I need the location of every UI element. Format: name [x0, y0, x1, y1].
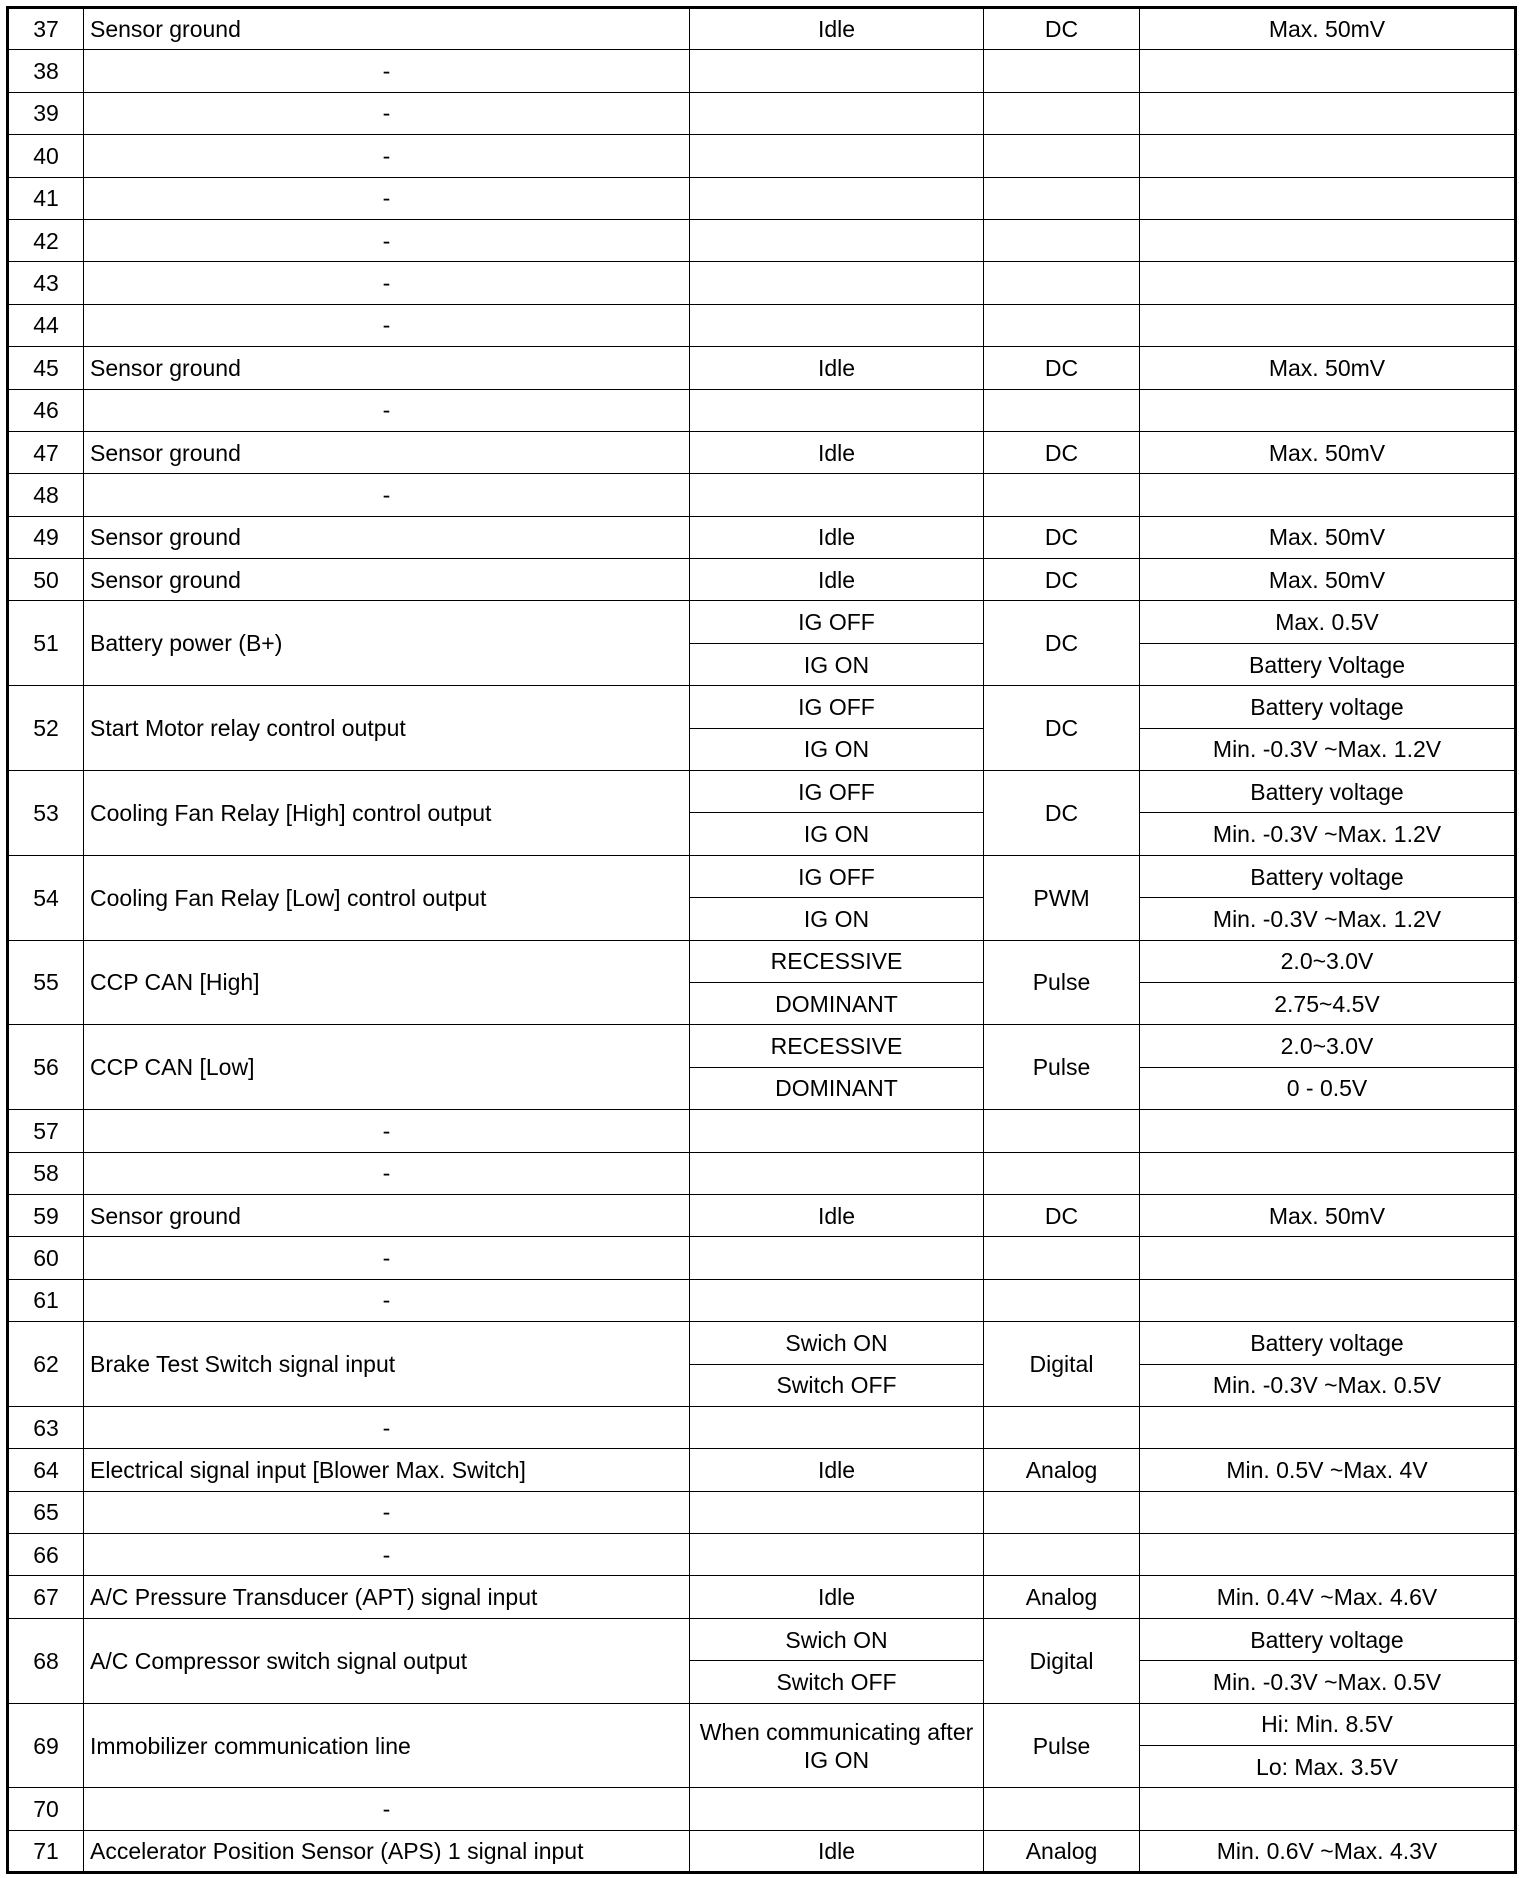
pin-signal-level: Hi: Min. 8.5V [1140, 1703, 1516, 1745]
pin-condition: IG ON [690, 643, 984, 685]
pin-signal-type [984, 304, 1140, 346]
pin-number: 44 [8, 304, 84, 346]
pin-condition: Swich ON [690, 1618, 984, 1660]
pin-signal-level: 0 - 0.5V [1140, 1067, 1516, 1109]
pin-signal-level: Min. -0.3V ~Max. 1.2V [1140, 898, 1516, 940]
table-row [8, 1279, 1516, 1321]
pin-signal-level: Max. 0.5V [1140, 601, 1516, 643]
pin-description: - [84, 1406, 690, 1448]
pin-description: A/C Pressure Transducer (APT) signal input [84, 1576, 690, 1618]
pin-signal-level [1140, 389, 1516, 431]
table-row [8, 8, 1516, 50]
pin-description: - [84, 474, 690, 516]
pin-description: - [84, 389, 690, 431]
pin-number: 43 [8, 262, 84, 304]
pin-signal-type: DC [984, 601, 1140, 686]
pin-description: - [84, 304, 690, 346]
pin-signal-type: Pulse [984, 1703, 1140, 1788]
pin-signal-level [1140, 177, 1516, 219]
table-row [8, 559, 1516, 601]
pin-signal-type: DC [984, 347, 1140, 389]
pin-description: - [84, 135, 690, 177]
pin-number: 64 [8, 1449, 84, 1491]
pin-signal-level: Max. 50mV [1140, 8, 1516, 50]
pin-description: - [84, 1110, 690, 1152]
pin-number: 57 [8, 1110, 84, 1152]
pin-signal-type: DC [984, 686, 1140, 771]
pin-condition: Switch OFF [690, 1364, 984, 1406]
pin-number: 65 [8, 1491, 84, 1533]
table-row [8, 262, 1516, 304]
pin-signal-level [1140, 92, 1516, 134]
pin-signal-level: Min. -0.3V ~Max. 1.2V [1140, 813, 1516, 855]
pin-signal-type: DC [984, 559, 1140, 601]
pin-condition: Idle [690, 1194, 984, 1236]
table-row [8, 1110, 1516, 1152]
pin-description: CCP CAN [Low] [84, 1025, 690, 1110]
pin-signal-type [984, 1152, 1140, 1194]
pin-signal-level [1140, 1110, 1516, 1152]
pin-signal-type [984, 1406, 1140, 1448]
pin-condition: IG OFF [690, 771, 984, 813]
pin-table [6, 6, 1517, 1874]
pin-signal-level: Min. -0.3V ~Max. 1.2V [1140, 728, 1516, 770]
pin-signal-level: Min. 0.5V ~Max. 4V [1140, 1449, 1516, 1491]
table-row [8, 1322, 1516, 1364]
pin-description: - [84, 1279, 690, 1321]
pin-condition: RECESSIVE [690, 940, 984, 982]
pin-signal-level: Battery voltage [1140, 686, 1516, 728]
pin-condition: IG ON [690, 728, 984, 770]
table-row [8, 1406, 1516, 1448]
pin-signal-level: Battery voltage [1140, 1618, 1516, 1660]
pin-signal-type: Pulse [984, 1025, 1140, 1110]
pin-number: 47 [8, 431, 84, 473]
pin-signal-level [1140, 474, 1516, 516]
pin-signal-type: Digital [984, 1618, 1140, 1703]
pin-description: CCP CAN [High] [84, 940, 690, 1025]
table-row [8, 686, 1516, 728]
pin-signal-type [984, 219, 1140, 261]
table-row [8, 219, 1516, 261]
pin-condition [690, 1406, 984, 1448]
pin-signal-type [984, 1279, 1140, 1321]
pin-condition [690, 304, 984, 346]
pin-signal-type [984, 1788, 1140, 1830]
pin-signal-type [984, 50, 1140, 92]
pin-number: 68 [8, 1618, 84, 1703]
pin-description: Battery power (B+) [84, 601, 690, 686]
pin-signal-level [1140, 1279, 1516, 1321]
pin-condition: When communicating after IG ON [690, 1703, 984, 1788]
table-row [8, 304, 1516, 346]
table-row [8, 50, 1516, 92]
table-row [8, 1491, 1516, 1533]
pin-signal-type [984, 1237, 1140, 1279]
pin-signal-type [984, 1534, 1140, 1576]
table-row [8, 347, 1516, 389]
pin-signal-type: Analog [984, 1449, 1140, 1491]
pin-number: 49 [8, 516, 84, 558]
pin-number: 42 [8, 219, 84, 261]
pin-description: Sensor ground [84, 516, 690, 558]
pin-condition: Idle [690, 1449, 984, 1491]
pin-signal-level: Lo: Max. 3.5V [1140, 1746, 1516, 1788]
pin-signal-level [1140, 1237, 1516, 1279]
pin-signal-level [1140, 135, 1516, 177]
pin-condition: Idle [690, 431, 984, 473]
pin-description: - [84, 92, 690, 134]
pin-condition [690, 1110, 984, 1152]
pin-number: 37 [8, 8, 84, 50]
pin-signal-type: PWM [984, 855, 1140, 940]
pin-number: 50 [8, 559, 84, 601]
pin-condition [690, 474, 984, 516]
table-row [8, 1830, 1516, 1872]
pin-signal-level [1140, 262, 1516, 304]
pin-description: Sensor ground [84, 431, 690, 473]
table-row [8, 177, 1516, 219]
pin-number: 66 [8, 1534, 84, 1576]
table-row [8, 855, 1516, 897]
pin-signal-level: Max. 50mV [1140, 347, 1516, 389]
pin-number: 38 [8, 50, 84, 92]
pin-description: - [84, 50, 690, 92]
pin-description: Immobilizer communication line [84, 1703, 690, 1788]
pin-signal-level: Min. -0.3V ~Max. 0.5V [1140, 1661, 1516, 1703]
pin-signal-type: Analog [984, 1576, 1140, 1618]
pin-condition [690, 1279, 984, 1321]
pin-description: Sensor ground [84, 559, 690, 601]
pin-signal-type [984, 177, 1140, 219]
table-row [8, 1618, 1516, 1660]
table-row [8, 1194, 1516, 1236]
pin-description: A/C Compressor switch signal output [84, 1618, 690, 1703]
table-row [8, 1025, 1516, 1067]
pin-condition [690, 389, 984, 431]
pin-condition: IG OFF [690, 601, 984, 643]
pin-condition: IG ON [690, 813, 984, 855]
pin-condition [690, 50, 984, 92]
pin-number: 52 [8, 686, 84, 771]
pin-condition: IG OFF [690, 855, 984, 897]
pin-number: 58 [8, 1152, 84, 1194]
pin-description: Sensor ground [84, 347, 690, 389]
pin-signal-type [984, 389, 1140, 431]
pin-signal-level: Max. 50mV [1140, 1194, 1516, 1236]
pin-condition [690, 1152, 984, 1194]
pin-signal-level [1140, 219, 1516, 261]
pin-condition: Idle [690, 8, 984, 50]
pin-number: 55 [8, 940, 84, 1025]
pin-condition [690, 1237, 984, 1279]
pin-number: 70 [8, 1788, 84, 1830]
pin-description: - [84, 262, 690, 304]
pin-description: - [84, 1152, 690, 1194]
pin-signal-level: Min. 0.6V ~Max. 4.3V [1140, 1830, 1516, 1872]
pin-condition [690, 177, 984, 219]
pin-condition [690, 1788, 984, 1830]
pin-number: 39 [8, 92, 84, 134]
table-row [8, 135, 1516, 177]
pin-condition [690, 92, 984, 134]
pin-signal-level [1140, 304, 1516, 346]
pin-description: Cooling Fan Relay [High] control output [84, 771, 690, 856]
pin-condition [690, 1491, 984, 1533]
pin-signal-level [1140, 1534, 1516, 1576]
pin-number: 59 [8, 1194, 84, 1236]
table-row [8, 1576, 1516, 1618]
pin-signal-level: Battery voltage [1140, 771, 1516, 813]
pin-signal-level: Battery Voltage [1140, 643, 1516, 685]
table-row [8, 474, 1516, 516]
pin-signal-level [1140, 50, 1516, 92]
pin-condition: Idle [690, 1576, 984, 1618]
pin-description: Brake Test Switch signal input [84, 1322, 690, 1407]
pin-description: - [84, 1237, 690, 1279]
pin-condition: DOMINANT [690, 1067, 984, 1109]
table-row [8, 1788, 1516, 1830]
pin-signal-type [984, 262, 1140, 304]
pin-number: 60 [8, 1237, 84, 1279]
pin-signal-type [984, 474, 1140, 516]
pin-signal-level: Max. 50mV [1140, 516, 1516, 558]
pin-condition: Idle [690, 347, 984, 389]
pin-signal-type [984, 135, 1140, 177]
pin-signal-level: Min. 0.4V ~Max. 4.6V [1140, 1576, 1516, 1618]
pin-signal-level: Min. -0.3V ~Max. 0.5V [1140, 1364, 1516, 1406]
pin-number: 40 [8, 135, 84, 177]
pin-description: - [84, 1491, 690, 1533]
table-row [8, 940, 1516, 982]
pin-number: 53 [8, 771, 84, 856]
pin-number: 51 [8, 601, 84, 686]
pin-number: 56 [8, 1025, 84, 1110]
pin-number: 62 [8, 1322, 84, 1407]
pin-number: 61 [8, 1279, 84, 1321]
pin-description: Sensor ground [84, 8, 690, 50]
pin-condition: Switch OFF [690, 1661, 984, 1703]
pin-number: 54 [8, 855, 84, 940]
pin-description: Cooling Fan Relay [Low] control output [84, 855, 690, 940]
table-row [8, 1449, 1516, 1491]
pin-description: - [84, 177, 690, 219]
pin-signal-level [1140, 1491, 1516, 1533]
pin-condition [690, 219, 984, 261]
pin-condition: Idle [690, 559, 984, 601]
pin-signal-type [984, 1110, 1140, 1152]
pin-number: 67 [8, 1576, 84, 1618]
pin-condition: IG OFF [690, 686, 984, 728]
table-row [8, 1703, 1516, 1745]
pin-number: 63 [8, 1406, 84, 1448]
pin-signal-type: Analog [984, 1830, 1140, 1872]
pin-description: Electrical signal input [Blower Max. Switch] [84, 1449, 690, 1491]
table-row [8, 771, 1516, 813]
pin-number: 71 [8, 1830, 84, 1872]
pin-signal-level: 2.0~3.0V [1140, 1025, 1516, 1067]
pin-signal-level [1140, 1788, 1516, 1830]
pin-condition: Idle [690, 1830, 984, 1872]
table-row [8, 601, 1516, 643]
pin-condition: IG ON [690, 898, 984, 940]
pin-signal-type: DC [984, 516, 1140, 558]
pin-signal-type: DC [984, 431, 1140, 473]
pin-condition [690, 135, 984, 177]
pin-signal-level: 2.75~4.5V [1140, 982, 1516, 1024]
pin-signal-type [984, 1491, 1140, 1533]
pin-condition: Idle [690, 516, 984, 558]
pin-signal-type: DC [984, 8, 1140, 50]
table-row [8, 389, 1516, 431]
pin-signal-level: 2.0~3.0V [1140, 940, 1516, 982]
pin-condition [690, 1534, 984, 1576]
pin-table-body [8, 8, 1516, 1873]
pin-description: Sensor ground [84, 1194, 690, 1236]
pin-number: 45 [8, 347, 84, 389]
pin-description: - [84, 1534, 690, 1576]
pin-description: - [84, 219, 690, 261]
table-row [8, 1534, 1516, 1576]
pin-condition: RECESSIVE [690, 1025, 984, 1067]
pin-description: - [84, 1788, 690, 1830]
pin-number: 48 [8, 474, 84, 516]
table-row [8, 516, 1516, 558]
table-row [8, 1152, 1516, 1194]
pin-signal-level: Battery voltage [1140, 855, 1516, 897]
pin-signal-type: Digital [984, 1322, 1140, 1407]
pin-description: Start Motor relay control output [84, 686, 690, 771]
pin-signal-level: Battery voltage [1140, 1322, 1516, 1364]
pin-signal-level: Max. 50mV [1140, 431, 1516, 473]
pin-number: 46 [8, 389, 84, 431]
pin-condition: Swich ON [690, 1322, 984, 1364]
table-row [8, 92, 1516, 134]
pin-signal-type: Pulse [984, 940, 1140, 1025]
table-row [8, 1237, 1516, 1279]
pin-signal-level: Max. 50mV [1140, 559, 1516, 601]
pin-description: Accelerator Position Sensor (APS) 1 signal input [84, 1830, 690, 1872]
pin-number: 41 [8, 177, 84, 219]
pin-condition [690, 262, 984, 304]
pin-condition: DOMINANT [690, 982, 984, 1024]
pin-number: 69 [8, 1703, 84, 1788]
pin-signal-type [984, 92, 1140, 134]
pin-signal-level [1140, 1152, 1516, 1194]
pin-signal-type: DC [984, 1194, 1140, 1236]
pin-signal-level [1140, 1406, 1516, 1448]
pin-signal-type: DC [984, 771, 1140, 856]
table-row [8, 431, 1516, 473]
